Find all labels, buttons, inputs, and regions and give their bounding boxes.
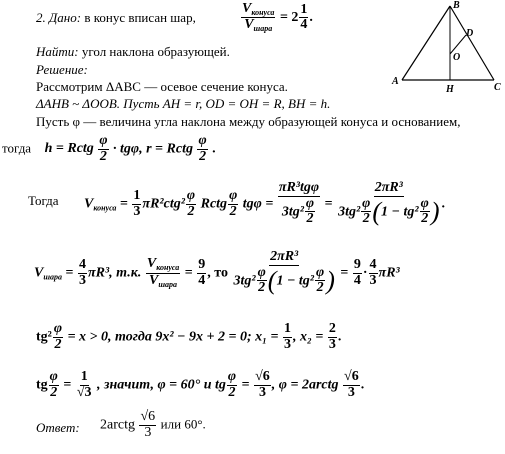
solution-line-3: Пусть φ — величина угла наклона между образующей конуса и основанием,	[36, 114, 461, 129]
eq-v-ball: $V_{шара}$ = $\frac{4}{3}$ πR³, т.к. $\frac{V_{конуса}}{V_{шара}}$ = $\frac{9}{4}$ , то 2πR³ 3tg² $\frac{\varphi}{2}$ (1 − tg² $\frac{\varphi}{2}$ ) = $\frac{9}{4}$ · $\frac{4}{3}$ πR³	[34, 249, 400, 296]
side-ab	[402, 6, 450, 80]
dano-label: Дано:	[49, 10, 82, 25]
label-c: C	[494, 82, 501, 93]
label-h: H	[446, 84, 454, 95]
eq-quadratic: tg² $\frac{\varphi}{2}$ = x > 0, тогда 9x² − 9x + 2 = 0; x₁ = $\frac{1}{3}$ , x₂ = $\frac{2}{3}$ .	[36, 321, 342, 352]
label-a: A	[392, 76, 399, 87]
naiti-line	[36, 44, 230, 60]
cone-section-figure	[390, 0, 502, 96]
label-o: O	[453, 52, 461, 63]
dano-text: в конус вписан шар,	[84, 10, 196, 25]
eq-tangent: tg $\frac{\varphi}{2}$ = $\frac{1}{√3}$ , значит, φ = 60° и tg $\frac{\varphi}{2}$ = $\frac{√6}{3}$ , φ = 2arctg $\frac{√6}{3}$ .	[36, 369, 365, 400]
label-b: B	[453, 0, 460, 11]
eq-v-cone: $V_{конуса}$ = $\frac{1}{3}$ πR²ctg² $\frac{\varphi}{2}$ Rctg $\frac{\varphi}{2}$ tgφ = πR³tgφ 3tg² $\frac{\varphi}{2}$ = 2πR³ 3tg² $\frac{\varphi}{2}$ (1 − tg² $\frac{\varphi}{2}$ ) .	[84, 180, 445, 227]
naiti-label: Найти:	[36, 44, 79, 59]
side-bc	[450, 6, 494, 80]
dano-line	[36, 10, 196, 26]
problem-number: 2.	[36, 10, 46, 25]
reshenie-label: Решение:	[36, 62, 88, 77]
answer-label: Ответ:	[36, 420, 80, 435]
eq-h: тогда h = Rctg $\frac{\varphi}{2}$ · tgφ, r = Rctg $\frac{\varphi}{2}$ .	[2, 133, 216, 164]
given-ratio: $\frac{V_{конуса}}{V_{шара}}$ = 2 $\frac{1}{4}$ .	[242, 1, 313, 34]
solution-line-1: Рассмотрим ΔABC — осевое сечение конуса.	[36, 79, 288, 94]
answer-value: 2arctg $\frac{√6}{3}$ или 60°.	[100, 409, 206, 440]
naiti-text: угол наклона образующей.	[81, 44, 230, 59]
togda-2: Тогда	[28, 193, 59, 208]
solution-line-2: ΔAHB ~ ΔOOB. Пусть AH = r, OD = OH = R, BH = h.	[36, 96, 331, 111]
label-d: D	[466, 28, 474, 39]
